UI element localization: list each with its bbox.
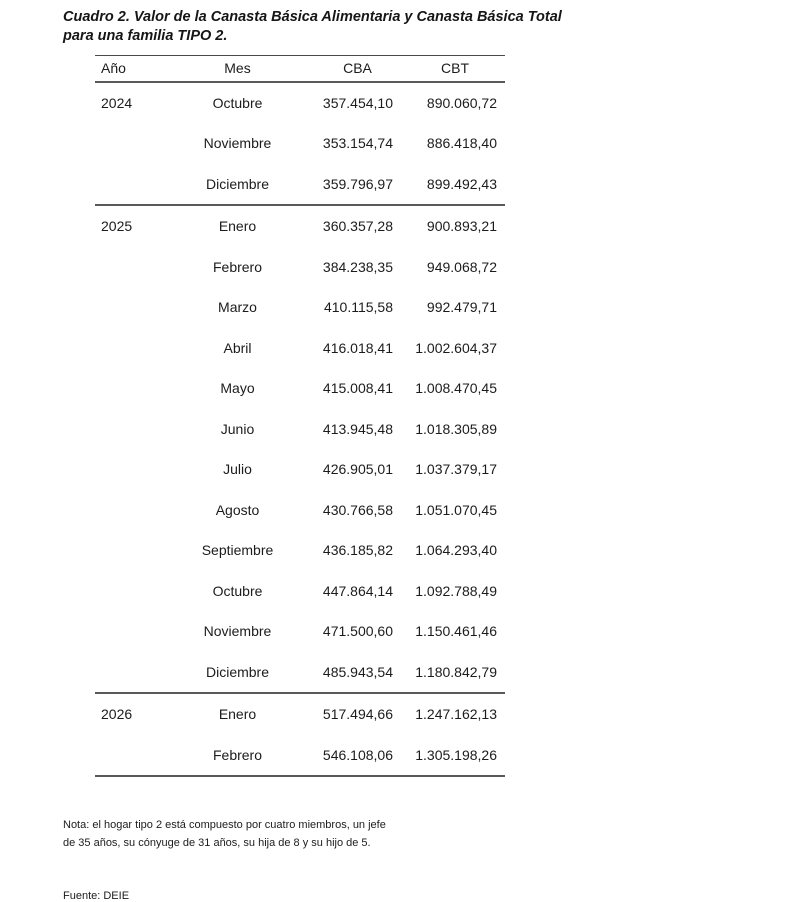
table-header-row [95, 55, 505, 82]
table-row [95, 571, 505, 612]
source-line: Fuente: DEIE [63, 890, 130, 902]
cbt-cell: 949.068,72 [426, 258, 497, 275]
month-cell: Noviembre [203, 135, 272, 152]
month-cell: Septiembre [201, 542, 274, 559]
year-group-2025 [95, 205, 505, 693]
year-cell: 2026 [101, 706, 133, 723]
cbt-cell: 1.150.461,46 [415, 623, 497, 640]
cba-cell: 416.018,41 [322, 339, 393, 356]
header-cba: CBA [310, 55, 405, 82]
month-cell: Febrero [212, 258, 263, 275]
cbt-cell: 1.180.842,79 [415, 663, 497, 680]
table-row [95, 652, 505, 694]
year-cell [95, 530, 165, 571]
cbt-cell: 1.018.305,89 [415, 420, 497, 437]
month-cell: Marzo [218, 299, 257, 316]
year-cell [95, 490, 165, 531]
year-group-2026 [95, 693, 505, 776]
cbt-cell: 900.893,21 [426, 218, 497, 235]
cba-cell: 415.008,41 [322, 380, 393, 397]
month-cell: Junio [220, 420, 255, 437]
table-row [95, 123, 505, 164]
month-cell: Diciembre [205, 175, 269, 192]
year-cell: 2024 [101, 94, 133, 111]
table-row [95, 611, 505, 652]
year-cell [95, 287, 165, 328]
cba-cell: 471.500,60 [322, 623, 393, 640]
cbt-cell: 1.037.379,17 [415, 461, 497, 478]
header-cbt: CBT [405, 55, 505, 82]
year-cell [95, 652, 165, 694]
year-cell [95, 735, 165, 777]
table-row [95, 693, 505, 735]
table-row [95, 328, 505, 369]
cbt-cell: 886.418,40 [426, 135, 497, 152]
cba-cell: 353.154,74 [322, 135, 393, 152]
year-cell [95, 247, 165, 288]
month-cell: Enero [218, 706, 257, 723]
cbt-cell: 1.051.070,45 [415, 501, 497, 518]
cba-cell: 384.238,35 [322, 258, 393, 275]
footnote-line1: Nota: el hogar tipo 2 está compuesto por cuatro miembros, un jefe [63, 819, 386, 832]
month-cell: Enero [218, 218, 257, 235]
cbt-cell: 992.479,71 [426, 299, 497, 316]
cba-cell: 436.185,82 [322, 542, 393, 559]
cba-cell: 410.115,58 [323, 299, 393, 316]
header-month: Mes [165, 55, 310, 82]
document-title [63, 8, 790, 46]
table-row [95, 247, 505, 288]
year-cell: 2025 [101, 218, 133, 235]
cbt-cell: 1.064.293,40 [415, 542, 497, 559]
cba-cell: 485.943,54 [322, 663, 393, 680]
year-cell [95, 123, 165, 164]
month-cell: Abril [223, 339, 252, 356]
footnote-line2: de 35 años, su cónyuge de 31 años, su hija de 8 y su hijo de 5. [63, 836, 371, 849]
table-row [95, 82, 505, 124]
cbt-cell: 1.002.604,37 [415, 339, 497, 356]
cba-cell: 447.864,14 [322, 582, 393, 599]
year-cell [95, 571, 165, 612]
cba-cell: 517.494,66 [322, 706, 393, 723]
header-year: Año [95, 55, 165, 82]
footnote [63, 817, 790, 852]
month-cell: Julio [223, 461, 252, 478]
document-title-line1: Cuadro 2. Valor de la Canasta Básica Alimentaria y Canasta Básica Total [63, 9, 562, 25]
cbt-cell: 1.247.162,13 [415, 706, 497, 723]
year-cell [95, 449, 165, 490]
year-group-2024 [95, 82, 505, 206]
cba-cell: 359.796,97 [322, 175, 393, 192]
canasta-table [95, 55, 505, 778]
table-header [95, 55, 505, 82]
month-cell: Febrero [212, 746, 263, 763]
table-row [95, 205, 505, 247]
month-cell: Agosto [215, 501, 260, 518]
table-row [95, 287, 505, 328]
month-cell: Octubre [212, 94, 263, 111]
cba-cell: 426.905,01 [322, 461, 393, 478]
cba-cell: 430.766,58 [322, 501, 393, 518]
cbt-cell: 1.305.198,26 [415, 746, 497, 763]
cba-cell: 360.357,28 [322, 218, 393, 235]
table-row [95, 409, 505, 450]
table-row [95, 368, 505, 409]
year-cell [95, 409, 165, 450]
year-cell [95, 611, 165, 652]
cba-cell: 546.108,06 [322, 746, 393, 763]
table-row [95, 164, 505, 206]
month-cell: Octubre [212, 582, 263, 599]
cbt-cell: 1.008.470,45 [415, 380, 497, 397]
month-cell: Diciembre [205, 663, 269, 680]
table-row [95, 530, 505, 571]
document-title-line2: para una familia TIPO 2. [63, 27, 228, 44]
year-cell [95, 368, 165, 409]
year-cell [95, 164, 165, 206]
cbt-cell: 1.092.788,49 [415, 582, 497, 599]
table-row [95, 735, 505, 777]
cbt-cell: 899.492,43 [426, 175, 497, 192]
cba-cell: 357.454,10 [322, 94, 393, 111]
year-cell [95, 328, 165, 369]
cbt-cell: 890.060,72 [426, 94, 497, 111]
month-cell: Noviembre [203, 623, 272, 640]
table-row [95, 449, 505, 490]
cba-cell: 413.945,48 [322, 420, 393, 437]
table-row [95, 490, 505, 531]
month-cell: Mayo [220, 380, 255, 397]
